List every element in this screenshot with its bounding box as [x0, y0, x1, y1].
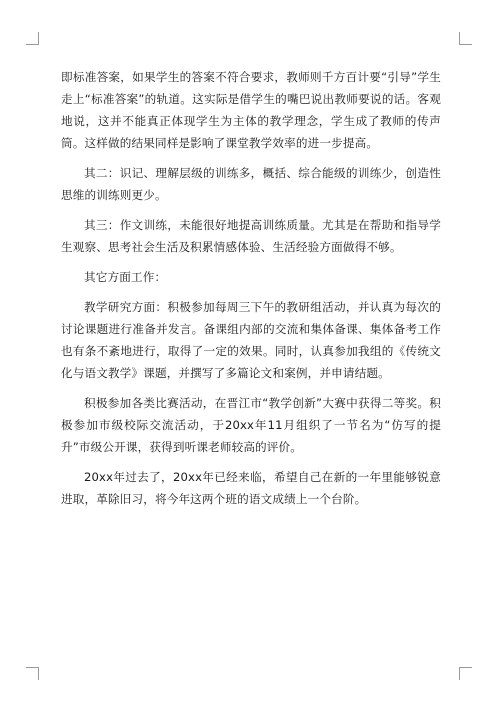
- paragraph-continuation: 即标准答案，如果学生的答案不符合要求，教师则千方百计要“引导”学生走上“标准答案”的轨道。这实际是借学生的嘴巴说出教师要说的话。客观地说，这并不能真正体现学生为主体的教学理念，学生成了教师的传声筒。这样做的结果同样是影响了课堂教学效率的进一步提高。: [61, 70, 441, 150]
- crop-mark-top-right: [459, 32, 472, 45]
- crop-mark-bottom-left: [26, 667, 39, 680]
- paragraph-conclusion: 20xx年过去了，20xx年已经来临，希望自己在新的一年里能够锐意进取，革除旧习，将今年这两个班的语文成绩上一个台阶。: [61, 470, 441, 506]
- paragraph-point-three: 其三：作文训练，未能很好地提高训练质量。尤其是在帮助和指导学生观察、思考社会生活及积累情感体验、生活经验方面做得不够。: [61, 218, 441, 254]
- paragraph-teaching-research: 教学研究方面：积极参加每周三下午的教研组活动，并认真为每次的讨论课题进行准备并发言。备课组内部的交流和集体备课、集体备考工作也有条不紊地进行，取得了一定的效果。同时，认真参加我组的《传统文化与语文教学》课题，并撰写了多篇论文和案例，并申请结题。: [61, 300, 441, 380]
- crop-mark-bottom-right: [459, 667, 472, 680]
- document-body: [61, 66, 441, 518]
- paragraph-competitions: 积极参加各类比赛活动，在晋江市“教学创新”大赛中获得二等奖。积极参加市级校际交流活动，于20xx年11月组织了一节名为“仿写的提升”市级公开课，获得到听课老师较高的评价。: [61, 396, 441, 454]
- crop-mark-top-left: [26, 32, 39, 45]
- paragraph-point-two: 其二：识记、理解层级的训练多，概括、综合能级的训练少，创造性思维的训练则更少。: [61, 166, 441, 202]
- paragraph-other-work-heading: 其它方面工作：: [84, 270, 167, 284]
